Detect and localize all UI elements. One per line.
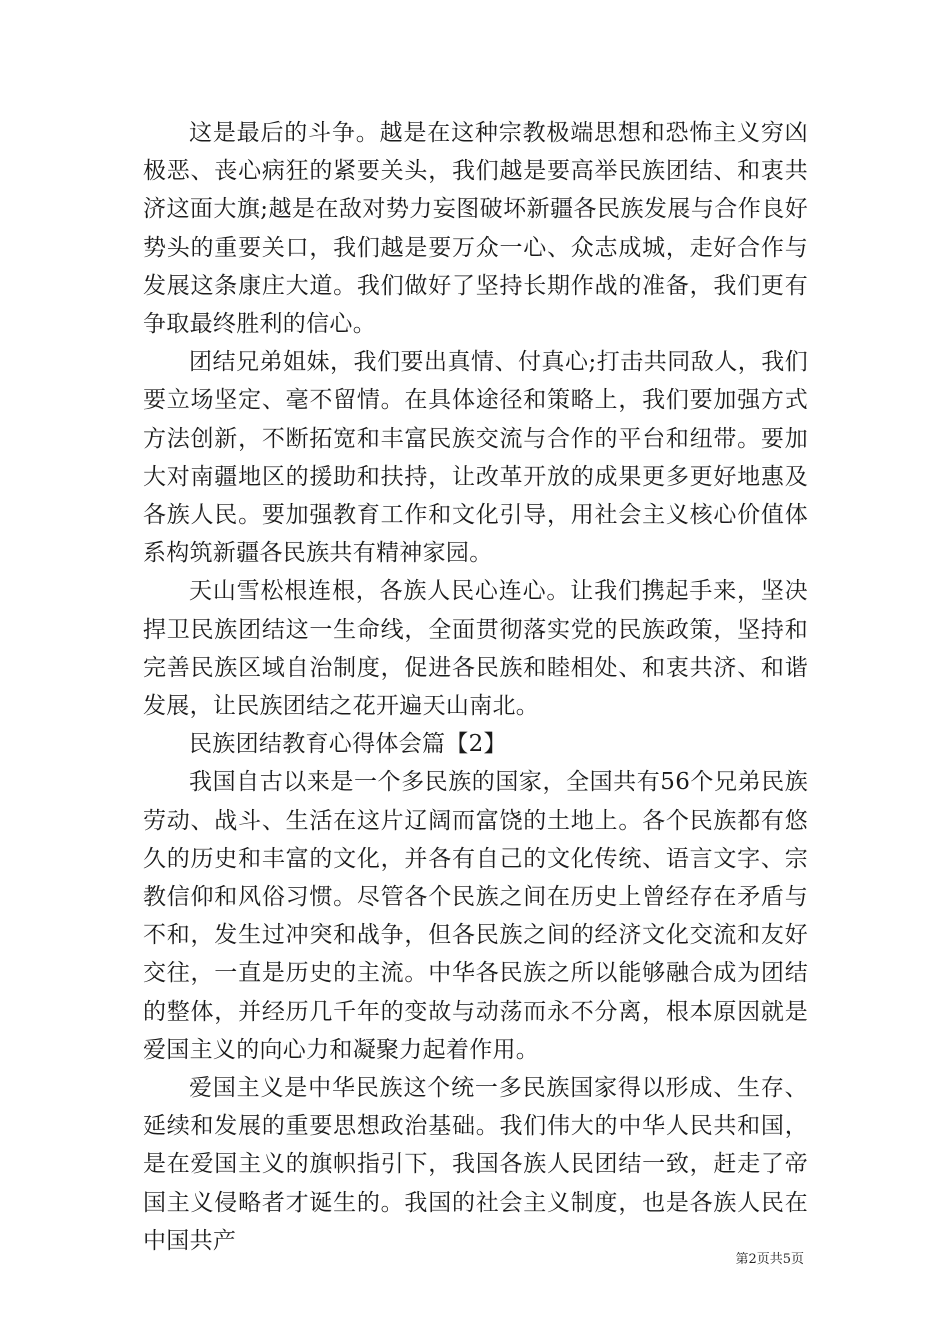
paragraph: 团结兄弟姐妹，我们要出真情、付真心;打击共同敌人，我们要立场坚定、毫不留情。在具体途径和策略上，我们要加强方式方法创新，不断拓宽和丰富民族交流与合作的平台和纽带。要加大对南疆地区的援助和扶持，让改革开放的成果更多更好地惠及各族人民。要加强教育工作和文化引导，用社会主义核心价值体系构筑新疆各民族共有精神家园。	[143, 349, 808, 567]
section-heading: 民族团结教育心得体会篇【2】	[189, 731, 507, 758]
document-body	[143, 114, 808, 1260]
paragraph: 爱国主义是中华民族这个统一多民族国家得以形成、生存、延续和发展的重要思想政治基础。我们伟大的中华人民共和国，是在爱国主义的旗帜指引下，我国各族人民团结一致，赶走了帝国主义侵略者才诞生的。我国的社会主义制度，也是各族人民在中国共产	[143, 1075, 808, 1254]
paragraph: 我国自古以来是一个多民族的国家，全国共有56个兄弟民族劳动、战斗、生活在这片辽阔而富饶的土地上。各个民族都有悠久的历史和丰富的文化，并各有自己的文化传统、语言文字、宗教信仰和风俗习惯。尽管各个民族之间在历史上曾经存在矛盾与不和，发生过冲突和战争，但各民族之间的经济文化交流和友好交往，一直是历史的主流。中华各民族之所以能够融合成为团结的整体，并经历几千年的变故与动荡而永不分离，根本原因就是爱国主义的向心力和凝聚力起着作用。	[143, 769, 808, 1063]
page-number: 第2页共5页	[735, 1252, 804, 1267]
paragraph: 这是最后的斗争。越是在这种宗教极端思想和恐怖主义穷凶极恶、丧心病狂的紧要关头，我们越是要高举民族团结、和衷共济这面大旗;越是在敌对势力妄图破坏新疆各民族发展与合作良好势头的重要关口，我们越是要万众一心、众志成城，走好合作与发展这条康庄大道。我们做好了坚持长期作战的准备，我们更有争取最终胜利的信心。	[143, 120, 808, 338]
paragraph: 天山雪松根连根，各族人民心连心。让我们携起手来，坚决捍卫民族团结这一生命线，全面贯彻落实党的民族政策，坚持和完善民族区域自治制度，促进各民族和睦相处、和衷共济、和谐发展，让民族团结之花开遍天山南北。	[143, 578, 808, 720]
